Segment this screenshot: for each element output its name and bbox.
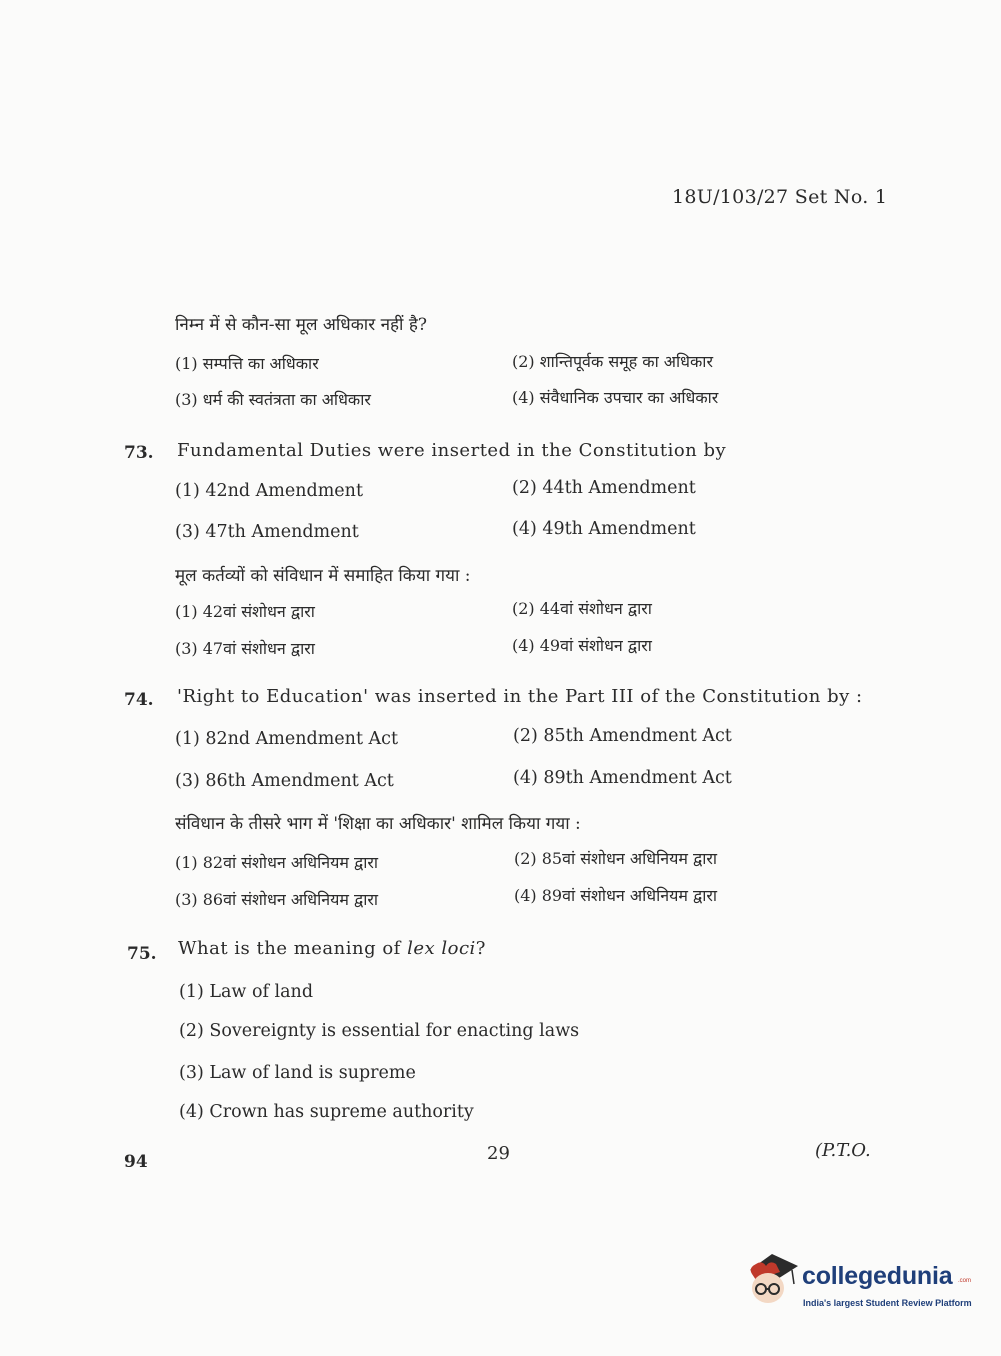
pto-label: (P.T.O. — [815, 1140, 871, 1161]
q72-option-1-hindi: (1) सम्पत्ति का अधिकार — [175, 354, 319, 373]
q74-option-2: (2) 85th Amendment Act — [513, 726, 732, 746]
set-number: 18U/103/27 Set No. 1 — [672, 186, 888, 208]
q72-option-4-hindi: (4) संवैधानिक उपचार का अधिकार — [512, 388, 719, 407]
q72-option-2-hindi: (2) शान्तिपूर्वक समूह का अधिकार — [512, 352, 713, 371]
q75-question-prefix: What is the meaning of — [178, 938, 408, 959]
q74-option-2-hindi: (2) 85वां संशोधन अधिनियम द्वारा — [514, 849, 718, 868]
q73-number: 73. — [124, 443, 154, 463]
q72-option-3-hindi: (3) धर्म की स्वतंत्रता का अधिकार — [175, 390, 371, 409]
q73-option-1-hindi: (1) 42वां संशोधन द्वारा — [175, 602, 315, 621]
q75-question-term: lex loci — [407, 938, 476, 959]
page-number: 29 — [487, 1143, 510, 1164]
q75-option-1: (1) Law of land — [179, 982, 314, 1002]
logo-domain: .com — [958, 1278, 972, 1284]
q73-option-2: (2) 44th Amendment — [512, 478, 696, 498]
page-code: 94 — [124, 1152, 148, 1172]
q74-option-1: (1) 82nd Amendment Act — [175, 729, 399, 749]
logo-text: collegedunia — [802, 1262, 953, 1290]
q75-option-2: (2) Sovereignty is essential for enacting laws — [179, 1021, 580, 1041]
q74-option-3: (3) 86th Amendment Act — [175, 771, 394, 791]
q75-option-3: (3) Law of land is supreme — [179, 1063, 416, 1083]
q75-option-4: (4) Crown has supreme authority — [179, 1102, 474, 1122]
q73-option-3: (3) 47th Amendment — [175, 522, 359, 542]
q75-question-suffix: ? — [475, 938, 486, 959]
q73-option-3-hindi: (3) 47वां संशोधन द्वारा — [175, 639, 315, 658]
q73-option-4-hindi: (4) 49वां संशोधन द्वारा — [512, 636, 652, 655]
q73-option-2-hindi: (2) 44वां संशोधन द्वारा — [512, 599, 652, 618]
q73-question: Fundamental Duties were inserted in the Constitution by — [177, 440, 727, 461]
q74-option-1-hindi: (1) 82वां संशोधन अधिनियम द्वारा — [175, 853, 379, 872]
q74-question: 'Right to Education' was inserted in the Part III of the Constitution by : — [177, 686, 863, 707]
logo-tagline: India's largest Student Review Platform — [803, 1298, 972, 1308]
collegedunia-mascot-icon — [742, 1250, 802, 1310]
q74-option-4: (4) 89th Amendment Act — [513, 768, 732, 788]
q73-question-hindi: मूल कर्तव्यों को संविधान में समाहित किया गया : — [175, 566, 471, 586]
q74-number: 74. — [124, 690, 154, 710]
q74-option-3-hindi: (3) 86वां संशोधन अधिनियम द्वारा — [175, 890, 379, 909]
q75-question — [178, 938, 486, 959]
q73-option-4: (4) 49th Amendment — [512, 519, 696, 539]
q74-option-4-hindi: (4) 89वां संशोधन अधिनियम द्वारा — [514, 886, 718, 905]
q73-option-1: (1) 42nd Amendment — [175, 481, 363, 501]
q74-question-hindi: संविधान के तीसरे भाग में 'शिक्षा का अधिकार' शामिल किया गया : — [175, 814, 581, 834]
q75-number: 75. — [127, 944, 157, 964]
q72-question-hindi: निम्न में से कौन-सा मूल अधिकार नहीं है? — [175, 315, 427, 335]
